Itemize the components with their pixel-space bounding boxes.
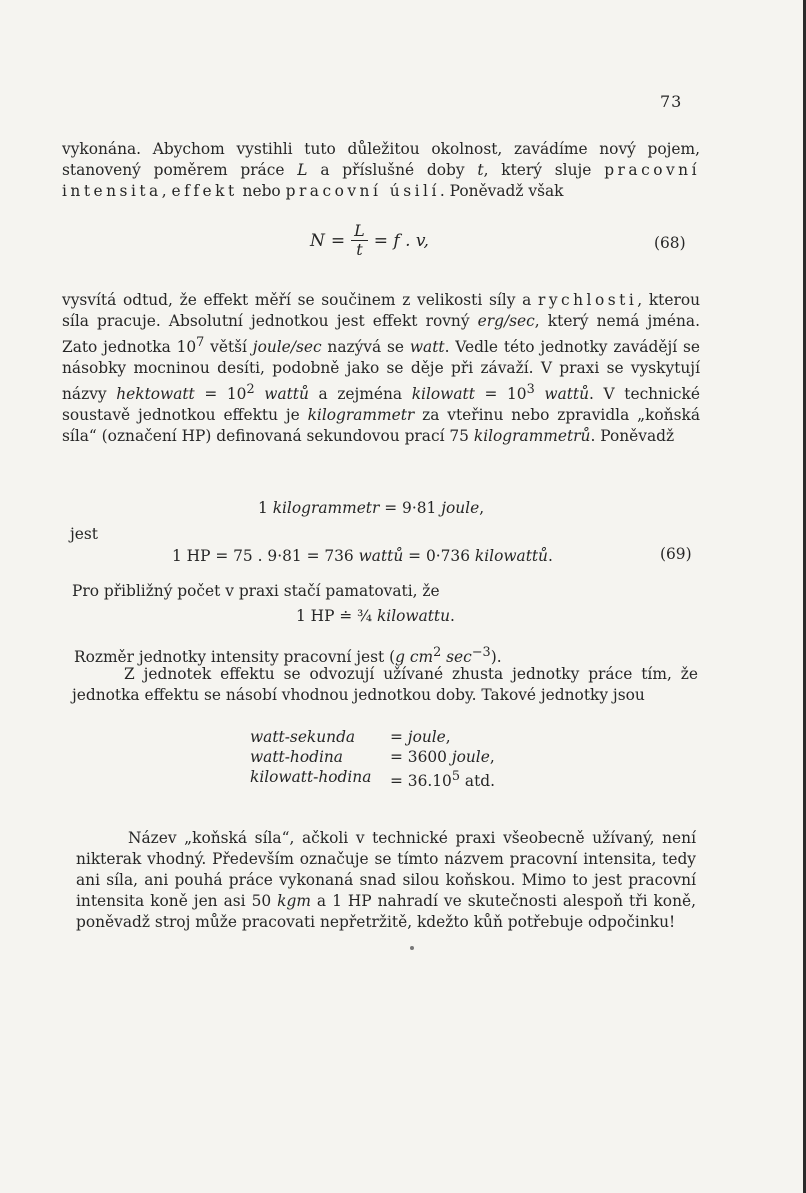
equation-68-numerator: L (351, 222, 368, 241)
equation-69: 1 HP = 75 . 9·81 = 736 wattů = 0·736 kilowattů. (172, 547, 553, 565)
ink-dot (410, 946, 414, 950)
equation-68-number: (68) (654, 234, 686, 252)
equation-68-fraction (351, 222, 368, 259)
paragraph-watt: vysvítá odtud, že effekt měří se součinem z velikosti síly a rychlosti, kterou síla pracuje. Absolutní jednotkou jest effekt rovný erg/sec, který nemá jména. Zato jednotka $10^7$ větší joule/sec nazývá se watt. Vedle této jednotky zavádějí se násobky mocninou desíti, podobně jako se děje při závaží. V praxi se vyskytují názvy hektowatt = $10^2$ wattů a zejména kilowatt = $10^3$ wattů. V technické soustavě jednotkou effektu je kilogrammetr za vteřinu nebo zpravidla „koňská síla“ (označení HP) definovaná sekundovou prací 75 kilogrammetrů. Poněvadž (62, 291, 700, 446)
page-number: 73 (660, 92, 683, 111)
units-row (250, 727, 550, 747)
units-row-value: = $36.10^5$ atd. (390, 769, 496, 791)
equation-68-lhs: N (310, 230, 325, 251)
units-row (250, 767, 550, 791)
equation-68-denominator: t (356, 240, 363, 259)
units-table (250, 727, 550, 791)
units-row-value: = joule, (390, 728, 451, 746)
units-row-name: kilowatt-hodina (250, 768, 372, 786)
dimension-line: Rozměr jednotky intensity pracovní jest (g $cm^2$ $\sec^{-3}$). (74, 645, 502, 667)
units-row-name: watt-sekunda (250, 728, 356, 746)
equation-68-equals: = (330, 230, 346, 251)
equation-68 (310, 222, 429, 259)
paragraph-intro: vykonána. Abychom vystihli tuto důležitou okolnost, zavádíme nový pojem, stanovený poměrem práce L a příslušné doby t, který sluje pracovní intensita, effekt nebo pracovní úsilí. Poněvadž však (62, 140, 700, 200)
equation-69-number: (69) (660, 545, 692, 563)
word-jest: jest (70, 525, 98, 543)
paragraph-units: Z jednotek effektu se odvozují užívané zhusta jednotky práce tím, že jednotka effektu se násobí vhodnou jednotkou doby. Takové jednotky jsou (72, 665, 698, 704)
approx-line: Pro přibližný počet v praxi stačí pamatovati, že (72, 582, 440, 600)
equation-68-rhs: = f . v, (373, 230, 429, 251)
units-row (250, 747, 550, 767)
units-row-value: = 3600 joule, (390, 748, 495, 766)
units-row-name: watt-hodina (250, 748, 343, 766)
equation-kilogrammetr: 1 kilogrammetr = 9·81 joule, (258, 499, 485, 517)
paragraph-horsepower: Název „koňská síla“, ačkoli v technické praxi všeobecně užívaný, není nikterak vhodný. Především označuje se tímto názvem pracovní intensita, tedy ani síla, ani pouhá práce vykonaná snad silou koňskou. Mimo to jest pracovní intensita koně jen asi 50 kgm a 1 HP nahradí ve skutečnosti alespoň tři koně, poněvadž stroj může pracovati nepřetržitě, kdežto kůň potřebuje odpočinku! (76, 829, 696, 931)
equation-hp-approx: 1 HP ≐ ¾ kilowattu. (296, 607, 455, 625)
